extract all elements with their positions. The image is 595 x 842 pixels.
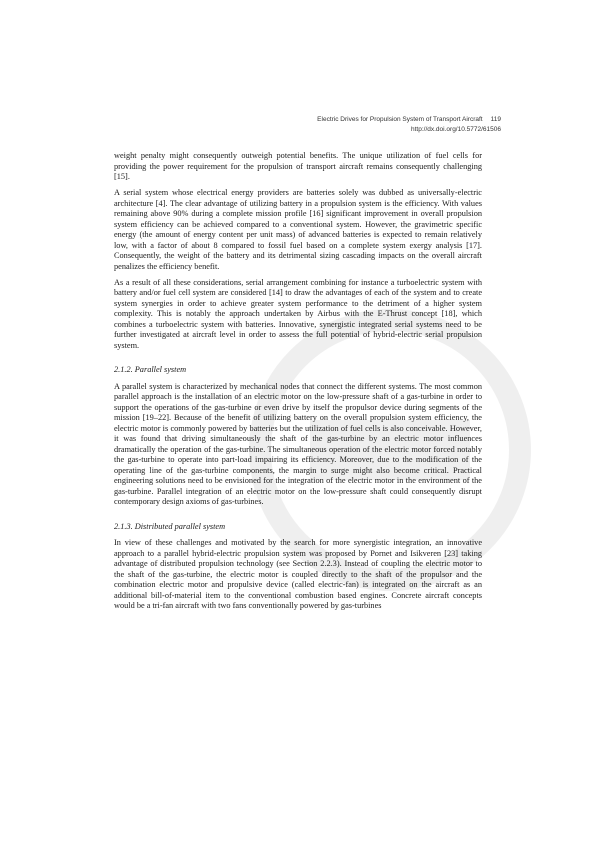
paragraph: weight penalty might consequently outweigh potential benefits. The unique utilization of fuel cells for providing the power requirement for the propulsion of transport aircraft remains consequently challenging [15].: [114, 151, 482, 181]
section-heading-distributed-parallel-system: 2.1.3. Distributed parallel system: [114, 521, 226, 531]
paragraph: As a result of all these considerations, serial arrangement combining for instance a turboelectric system with battery and/or fuel cell system are considered [14] to draw the advantages of each of the system and to create system synergies in order to achieve greater system performance to the detriment of a higher system complexity. This is notably the approach undertaken by Airbus with the E-Thrust concept [18], which combines a turboelectric system with batteries. Innovative, synergistic integrated serial systems need to be further investigated at aircraft level in order to assess the full potential of hybrid-electric serial propulsion system.: [114, 277, 482, 350]
doi-link[interactable]: http://dx.doi.org/10.5772/61506: [411, 125, 501, 133]
section-heading-parallel-system: 2.1.2. Parallel system: [114, 365, 187, 374]
running-header: [317, 115, 501, 134]
running-title: Electric Drives for Propulsion System of Transport Aircraft: [317, 116, 483, 123]
header-line-1: [317, 115, 501, 125]
paragraph: A serial system whose electrical energy providers are batteries solely was dubbed as universally-electric architecture [4]. The clear advantage of utilizing battery in a propulsion system is the efficiency. With values remaining above 90% during a complete mission profile [16] significant improvement in overall propulsion system efficiency can be achieved compared to a conventional system. However, the gravimetric specific energy (the amount of energy content per unit mass) of advanced batteries is expected to remain relatively low, with a factor of about 8 compared to fossil fuel based on a complete system exergy analysis [17]. Consequently, the weight of the battery and its detrimental sizing cascading impacts on the overall aircraft penalizes the efficiency benefit.: [114, 188, 482, 271]
paragraph: A parallel system is characterized by mechanical nodes that connect the different systems. The most common parallel approach is the installation of an electric motor on the low-pressure shaft of a gas-turbine in order to support the operations of the gas-turbine or even drive by itself the propulsor device during segments of the mission [19–22]. Because of the benefit of utilizing battery on the overall propulsion system efficiency, the electric motor is commonly powered by batteries but the utilization of fuel cells is also conceivable. However, it was found that driving simultaneously the shaft of the gas-turbine by an electric motor influences dramatically the operation of the gas-turbine. The simultaneous operation of the electric motor forced notably the gas-turbine to operate into part-load impairing its efficiency. Moreover, due to the modification of the operating line of the gas-turbine components, the margin to surge might also become critical. Practical engineering solutions need to be envisioned for the integration of the electric motor in the environment of the gas-turbine. Parallel integration of an electric motor on the low-pressure shaft could consequently disrupt contemporary design axioms of gas-turbines.: [114, 381, 482, 506]
page-number: 119: [490, 116, 501, 123]
article-body: [114, 151, 482, 617]
paragraph: In view of these challenges and motivated by the search for more synergistic integration, an innovative approach to a parallel hybrid-electric propulsion system was proposed by Pornet and Isikveren [23] taking advantage of distributed propulsion technology (see Section 2.2.3). Instead of coupling the electric motor to the shaft of the gas-turbine, the electric motor is coupled directly to the shaft of the propulsor and the combination electric motor and propulsive device (called electric-fan) is integrated on the aircraft as an additional bill-of-material item to the conventional combustion based engines. Concrete aircraft concepts would be a tri-fan aircraft with two fans conventionally powered by gas-turbines: [114, 538, 482, 610]
